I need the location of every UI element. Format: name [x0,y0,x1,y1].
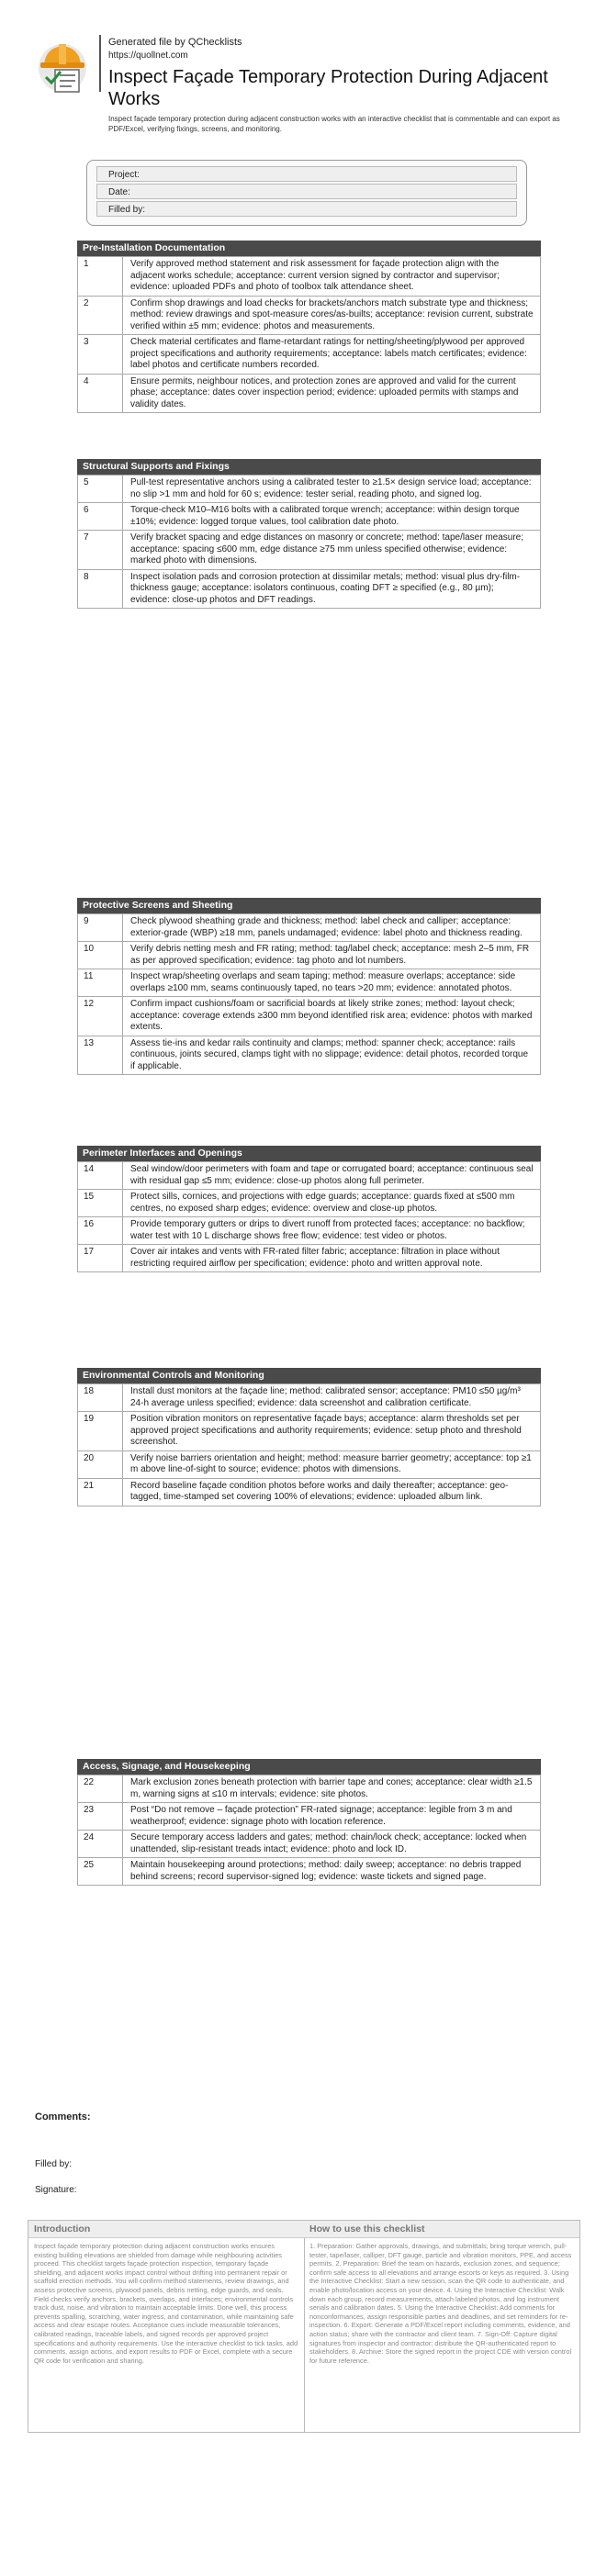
date-field[interactable]: Date: [96,184,517,199]
item-number: 6 [78,503,123,531]
checklist-row[interactable] [78,1412,541,1451]
item-number: 22 [78,1775,123,1803]
item-number: 11 [78,969,123,997]
checklist-row[interactable] [78,1858,541,1886]
item-text: Post “Do not remove – façade protection” FR-rated signage; acceptance: legible from 3 m and weatherproof; evidence: signage photo with location reference. [123,1803,541,1831]
introduction-title: Introduction [28,2221,304,2238]
item-text: Maintain housekeeping around protections; method: daily sweep; acceptance: no debris trapped behind screens; record supervisor-signed log; evidence: waste tickets and signed page. [123,1858,541,1886]
comments-label[interactable]: Comments: [35,2111,91,2122]
item-number: 19 [78,1412,123,1451]
item-number: 23 [78,1803,123,1831]
item-number: 14 [78,1162,123,1190]
checklist-row[interactable] [78,503,541,531]
item-text: Record baseline façade condition photos before works and daily thereafter; acceptance: geo-tagged, time-stamped set covering 100% of elevations; evidence: uploaded album link. [123,1478,541,1506]
item-text: Pull-test representative anchors using a calibrated tester to ≥1.5× design service load; acceptance: no slip >1 mm and hold for 60 s; evidence: tester serial, reading photo, and signed log. [123,476,541,503]
section-pre-installation [77,241,541,413]
item-number: 8 [78,569,123,609]
page-subtitle: Inspect façade temporary protection during adjacent construction works with an interactive checklist that is commentable and can export as PDF/Excel, verifying fixings, screens, and monitoring. [108,115,560,133]
item-text: Verify bracket spacing and edge distances on masonry or concrete; method: tape/laser measure; acceptance: spacing ≤600 mm, edge distance ≥75 mm unless specified otherwise; evidence: marked photo with dimensions. [123,531,541,570]
section-title: Environmental Controls and Monitoring [77,1368,541,1383]
checklist-row[interactable] [78,1036,541,1075]
page-title: Inspect Façade Temporary Protection During Adjacent Works [108,67,548,109]
checklist-row[interactable] [78,1162,541,1190]
section-environmental-controls [77,1368,541,1506]
item-number: 15 [78,1190,123,1217]
how-to-column [304,2221,579,2432]
item-text: Verify noise barriers orientation and height; method: measure barrier geometry; acceptance: top ≥1 m above line-of-sight to source; evidence: photos with dimensions. [123,1450,541,1478]
section-perimeter-interfaces [77,1146,541,1272]
checklist-row[interactable] [78,296,541,335]
item-text: Secure temporary access ladders and gates; method: chain/lock check; acceptance: locked when unattended, slip-resistant treads intact; evidence: photo and lock ID. [123,1831,541,1858]
checklist-row[interactable] [78,569,541,609]
filled-by-label[interactable]: Filled by: [35,2159,73,2169]
checklist-row[interactable] [78,1384,541,1412]
item-text: Cover air intakes and vents with FR-rated filter fabric; acceptance: filtration in place without restricting required airflow per specification; evidence: photo and written approval note. [123,1245,541,1272]
item-number: 12 [78,997,123,1036]
item-text: Confirm shop drawings and load checks for brackets/anchors match substrate type and thickness; method: review drawings and spot-measure cores/as-builts; acceptance: revision current, substrate verified within ±5 mm; evidence: photos and measurements. [123,296,541,335]
checklist-row[interactable] [78,1478,541,1506]
item-number: 16 [78,1217,123,1245]
section-access-signage [77,1759,541,1886]
section-structural-supports [77,459,541,609]
checklist-row[interactable] [78,531,541,570]
item-number: 13 [78,1036,123,1075]
checklist-row[interactable] [78,997,541,1036]
item-number: 24 [78,1831,123,1858]
checklist-row[interactable] [78,1245,541,1272]
item-text: Check material certificates and flame-retardant ratings for netting/sheeting/plywood per approved project specifications and authority requirements; acceptance: labels match certificates; evidence: label photos and certificate numbers recorded. [123,335,541,375]
item-number: 4 [78,374,123,413]
checklist-row[interactable] [78,914,541,942]
item-text: Install dust monitors at the façade line; method: calibrated sensor; acceptance: PM10 ≤50 µg/m³ 24-h average unless specified; evidence: data screenshot and calibration certificate. [123,1384,541,1412]
section-protective-screens [77,898,541,1075]
header-divider [99,35,101,92]
item-text: Verify debris netting mesh and FR rating; method: tag/label check; acceptance: mesh 2–5 mm, FR as per approved specification; evidence: tag photo and lot numbers. [123,942,541,969]
item-text: Inspect wrap/sheeting overlaps and seam taping; method: measure overlaps; acceptance: side overlaps ≥100 mm, seams continuously taped, no tears >20 mm; evidence: annotated photos. [123,969,541,997]
section-title: Access, Signage, and Housekeeping [77,1759,541,1775]
item-text: Position vibration monitors on representative façade bays; acceptance: alarm thresholds set per approved project specifications and authority requirements; evidence: setup photo and threshold screenshot. [123,1412,541,1451]
signature-label[interactable]: Signature: [35,2185,77,2195]
item-text: Verify approved method statement and risk assessment for façade protection align with the adjacent works schedule; acceptance: current version signed by contractor and supervisor; evidence: uploaded PDFs and photo of toolbox talk attendance sheet. [123,257,541,297]
item-text: Ensure permits, neighbour notices, and protection zones are approved and valid for the current phase; acceptance: dates cover inspection period; evidence: uploaded permits with stamps and validity dates. [123,374,541,413]
item-number: 7 [78,531,123,570]
section-title: Pre-Installation Documentation [77,241,541,256]
checklist-row[interactable] [78,374,541,413]
checklist-row[interactable] [78,476,541,503]
section-title: Protective Screens and Sheeting [77,898,541,913]
item-number: 21 [78,1478,123,1506]
checklist-row[interactable] [78,335,541,375]
section-title: Perimeter Interfaces and Openings [77,1146,541,1161]
item-number: 25 [78,1858,123,1886]
item-text: Check plywood sheathing grade and thickness; method: label check and calliper; acceptance: exterior-grade (WBP) ≥18 mm, panels undamaged; evidence: label photo and thickness reading. [123,914,541,942]
introduction-text: Inspect façade temporary protection during adjacent construction works ensures existing building elevations are shielded from damage while neighbouring activities proceed. This checklist targets façade protection inspection, temporary façade shielding, and adjacent works impact control without drifting into permanent repair or scaffold erection methods. You will confirm method statements, review drawings, and assess protective screens, plywood panels, debris netting, edge guards, and seals. Field checks verify anchors, brackets, overlaps, and interfaces; environmental controls track dust, noise, and vibration to maintain acceptable limits. Done well, this process prevents spalling, scratching, water ingress, and contamination, while maintaining safe access and clear escape routes. Acceptance cues include measurable tolerances, calibrated readings, traceable labels, and signed records per approved project specifications and authority requirements. Use the interactive checklist to tick tasks, add comments, assign actions, and export results to PDF or Excel, complete with a secure QR code for verification and sharing. [34,2242,298,2365]
project-field[interactable]: Project: [96,166,517,182]
item-number: 18 [78,1384,123,1412]
checklist-row[interactable] [78,1190,541,1217]
item-number: 17 [78,1245,123,1272]
info-panel [28,2220,580,2433]
item-number: 20 [78,1450,123,1478]
item-number: 9 [78,914,123,942]
item-text: Assess tie-ins and kedar rails continuity and clamps; method: spanner check; acceptance: rails continuous, joints secured, clamps tight with no slippage; evidence: detail photos, recorded torque if applicable. [123,1036,541,1075]
item-number: 1 [78,257,123,297]
project-info-box [86,160,527,226]
item-text: Protect sills, cornices, and projections with edge guards; acceptance: guards fixed at ≤500 mm centres, no exposed sharp edges; evidence: overview and close-up photos. [123,1190,541,1217]
item-text: Inspect isolation pads and corrosion protection at dissimilar metals; method: visual plus dry-film-thickness gauge; acceptance: isolators continuous, coating DFT ≥ specified (e.g., 80 µm); evidence: close-up photos and DFT readings. [123,569,541,609]
introduction-column [28,2221,305,2432]
filled-by-field[interactable]: Filled by: [96,201,517,217]
checklist-row[interactable] [78,1803,541,1831]
generated-by-text: Generated file by QChecklists [108,37,242,48]
how-to-text: 1. Preparation: Gather approvals, drawings, and submittals; bring torque wrench, pull-tester, tape/laser, calliper, DFT gauge, particle and vibration monitors, PPE, and access permits. 2. Preparation: Brief the team on hazards, exclusion zones, and sequence; confirm safe access to all elevations and arrange escorts or keys as required. 3. Using the Interactive Checklist: Start a new session, scan the QR code to authenticate, and enable photo/location access on your device. 4. Using the Interactive Checklist: Walk down each group, record measurements, attach labeled photos, and log instrument serials and calibration dates. 5. Using the Interactive Checklist: Add comments for nonconformances, assign responsible parties and deadlines, and set reminders for re-inspection. 6. Export: Generate a PDF/Excel report including comments, evidence, and action status; share with the contractor and client team. 7. Sign-Off: Capture digital signatures from inspector and contractor; distribute the QR-authenticated report to stakeholders. 8. Archive: Store the signed report in the project CDE with version control for future reference. [309,2242,572,2365]
source-url-link[interactable]: https://quollnet.com [108,50,188,61]
checklist-row[interactable] [78,1775,541,1803]
item-text: Confirm impact cushions/foam or sacrificial boards at likely strike zones; method: layout check; acceptance: coverage extends ≥300 mm beyond identified risk area; evidence: photos with marked extents. [123,997,541,1036]
checklist-row[interactable] [78,942,541,969]
checklist-row[interactable] [78,1217,541,1245]
item-text: Mark exclusion zones beneath protection with barrier tape and cones; acceptance: clear width ≥1.5 m, warning signs at ≤10 m intervals; evidence: site photos. [123,1775,541,1803]
checklist-row[interactable] [78,257,541,297]
section-title: Structural Supports and Fixings [77,459,541,475]
checklist-row[interactable] [78,1831,541,1858]
how-to-title: How to use this checklist [304,2221,579,2238]
item-number: 5 [78,476,123,503]
item-number: 2 [78,296,123,335]
checklist-row[interactable] [78,1450,541,1478]
item-text: Provide temporary gutters or drips to divert runoff from protected faces; acceptance: no backflow; water test with 10 L discharge shows free flow; evidence: test video or photos. [123,1217,541,1245]
checklist-row[interactable] [78,969,541,997]
item-text: Seal window/door perimeters with foam and tape or corrugated board; acceptance: continuous seal with residual gap ≤5 mm; evidence: close-up photos along full perimeter. [123,1162,541,1190]
item-number: 10 [78,942,123,969]
item-number: 3 [78,335,123,375]
item-text: Torque-check M10–M16 bolts with a calibrated torque wrench; acceptance: within design torque ±10%; evidence: logged torque values, tool calibration date photo. [123,503,541,531]
qchecklists-logo-icon [35,37,94,95]
